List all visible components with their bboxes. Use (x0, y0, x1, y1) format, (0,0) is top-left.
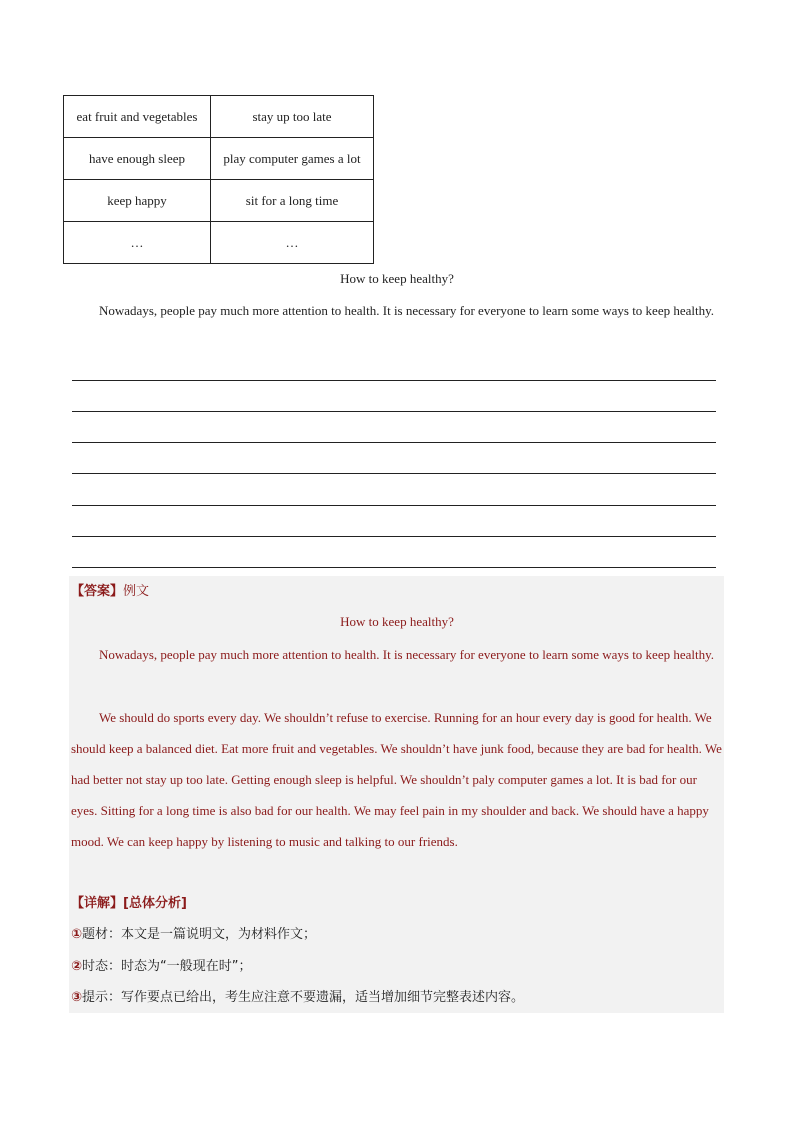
table-cell: keep happy (64, 180, 211, 222)
table-cell: sit for a long time (211, 180, 374, 222)
detail-heading (71, 888, 187, 919)
detail-item (71, 982, 524, 1013)
writing-line[interactable] (72, 505, 716, 506)
detail-subheading: [总体分析] (123, 896, 187, 911)
item-label: 时态： (82, 959, 122, 974)
table-row (64, 138, 374, 180)
item-number: ① (71, 927, 83, 942)
answer-heading (71, 576, 149, 607)
writing-line[interactable] (72, 536, 716, 537)
table-cell: stay up too late (211, 96, 374, 138)
table-row (64, 180, 374, 222)
writing-line[interactable] (72, 442, 716, 443)
table-cell: eat fruit and vegetables (64, 96, 211, 138)
detail-item (71, 919, 316, 950)
item-text: 写作要点已给出，考生应注意不要遗漏，适当增加细节完整表述内容。 (121, 990, 525, 1005)
item-text: 本文是一篇说明文，为材料作文； (121, 927, 317, 942)
writing-line[interactable] (72, 473, 716, 474)
answer-paragraph: Nowadays, people pay much more attention to health. It is necessary for everyone to learn some ways to keep healthy. (99, 647, 715, 662)
item-label: 题材： (82, 927, 122, 942)
item-number: ③ (71, 990, 83, 1005)
essay-title: How to keep healthy? (340, 271, 454, 286)
writing-line[interactable] (72, 411, 716, 412)
writing-line[interactable] (72, 380, 716, 381)
essay-opening: Nowadays, people pay much more attention to health. It is necessary for everyone to learn some ways to keep healthy. (99, 303, 715, 318)
table-cell: have enough sleep (64, 138, 211, 180)
detail-item (71, 951, 252, 982)
table-cell: play computer games a lot (211, 138, 374, 180)
table-row (64, 222, 374, 264)
detail-tag: 【详解】 (71, 896, 124, 911)
answer-title: How to keep healthy? (340, 614, 454, 629)
item-label: 提示： (82, 990, 122, 1005)
writing-line[interactable] (72, 567, 716, 568)
answer-tag: 【答案】 (71, 584, 124, 599)
table-row (64, 96, 374, 138)
item-number: ② (71, 959, 83, 974)
answer-label: 例文 (123, 584, 150, 599)
table-cell: … (64, 222, 211, 264)
table-cell: … (211, 222, 374, 264)
answer-paragraph: We should do sports every day. We shouldn’t refuse to exercise. Running for an hour every day is good for health. We should keep a balanced diet. Eat more fruit and vegetables. We shouldn’t have junk food, because they are bad for health. We had better not stay up too late. Getting enough sleep is helpful. We shouldn’t paly computer games a lot. It is bad for our eyes. Sitting for a long time is also bad for our health. We may feel pain in my shoulder and back. We should have a happy mood. We can keep happy by listening to music and talking to our friends. (71, 710, 722, 849)
item-text: 时态为“一般现在时”； (121, 959, 252, 974)
hint-table (63, 95, 374, 264)
